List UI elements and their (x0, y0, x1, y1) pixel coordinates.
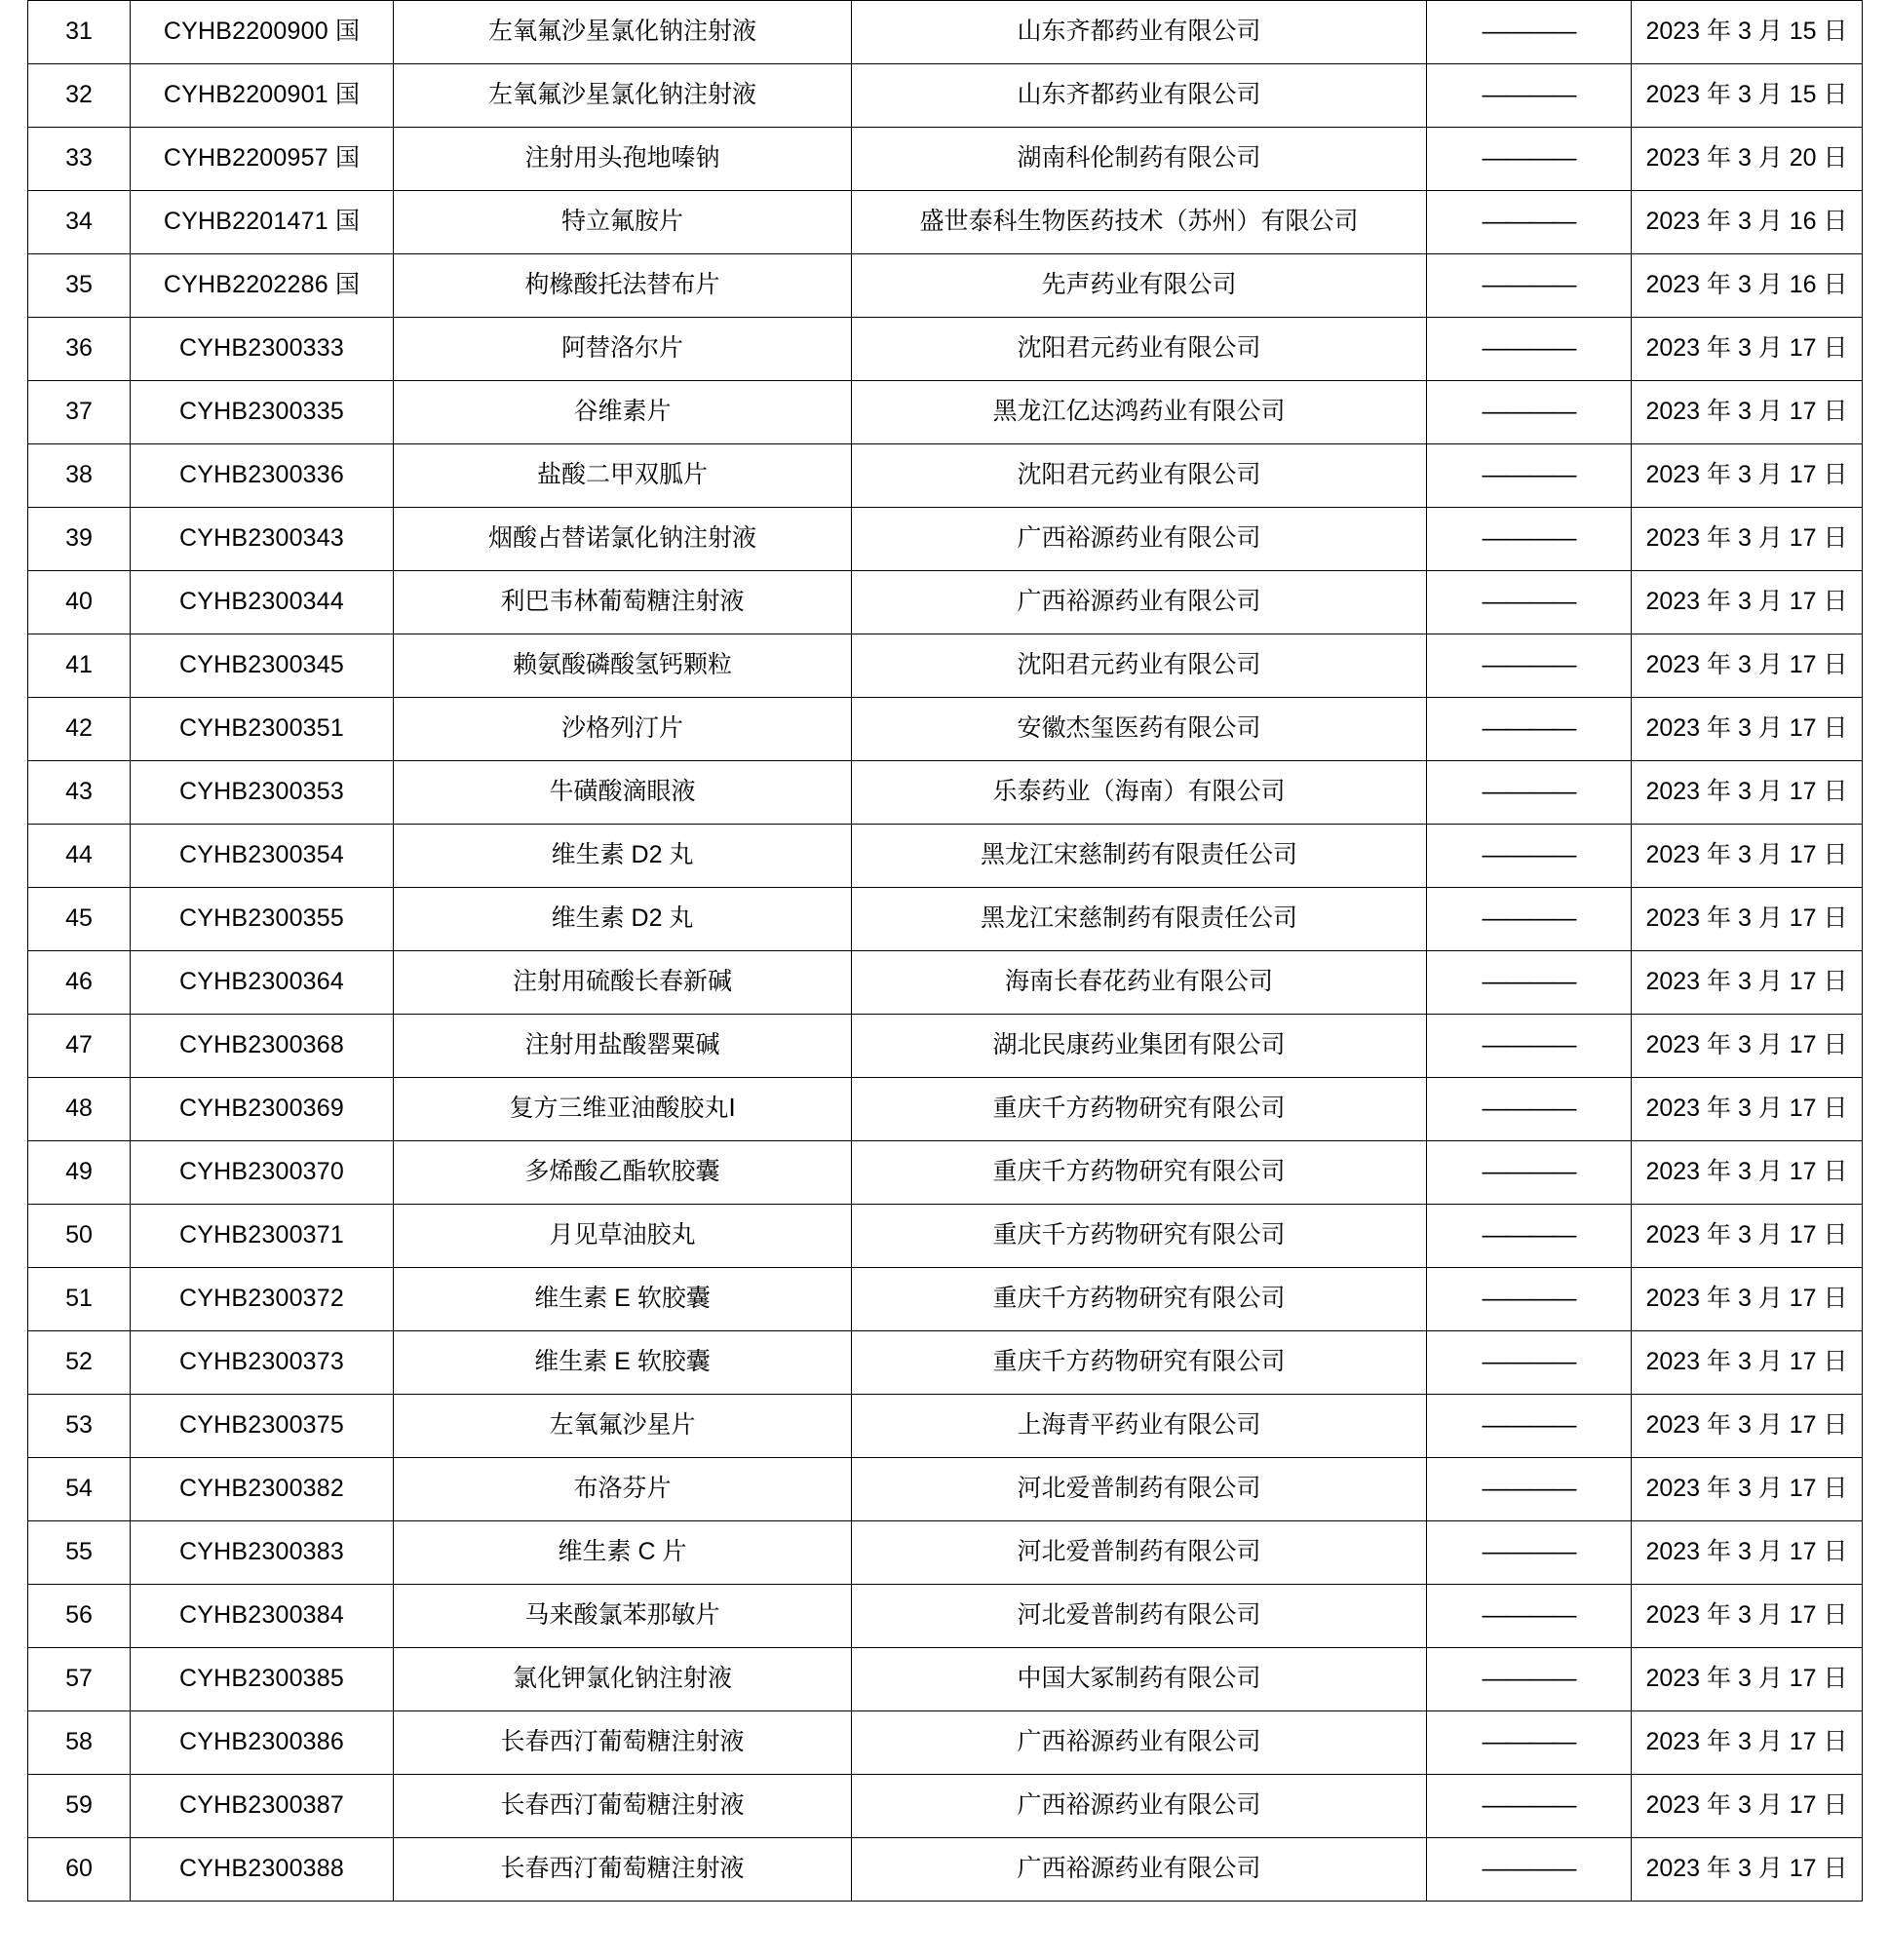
cell-company: 广西裕源药业有限公司 (852, 571, 1427, 634)
table-row (28, 128, 1863, 191)
cell-code: CYHB2300382 (131, 1458, 394, 1521)
cell-index: 41 (28, 634, 131, 698)
cell-drug: 多烯酸乙酯软胶囊 (394, 1141, 852, 1205)
cell-drug: 赖氨酸磷酸氢钙颗粒 (394, 634, 852, 698)
cell-code: CYHB2300386 (131, 1711, 394, 1775)
table-row (28, 191, 1863, 254)
cell-date: 2023 年 3 月 20 日 (1632, 128, 1863, 191)
cell-date: 2023 年 3 月 17 日 (1632, 1015, 1863, 1078)
cell-company: 黑龙江宋慈制药有限责任公司 (852, 888, 1427, 951)
cell-drug: 月见草油胶丸 (394, 1205, 852, 1268)
cell-drug: 马来酸氯苯那敏片 (394, 1585, 852, 1648)
cell-code: CYHB2300371 (131, 1205, 394, 1268)
cell-company: 重庆千方药物研究有限公司 (852, 1205, 1427, 1268)
cell-company: 广西裕源药业有限公司 (852, 508, 1427, 571)
cell-note: ———— (1427, 1775, 1632, 1838)
cell-drug: 氯化钾氯化钠注射液 (394, 1648, 852, 1711)
cell-drug: 左氧氟沙星片 (394, 1395, 852, 1458)
cell-index: 58 (28, 1711, 131, 1775)
cell-index: 38 (28, 444, 131, 508)
cell-date: 2023 年 3 月 16 日 (1632, 254, 1863, 318)
cell-note: ———— (1427, 1395, 1632, 1458)
table-row (28, 825, 1863, 888)
cell-code: CYHB2201471 国 (131, 191, 394, 254)
cell-note: ———— (1427, 444, 1632, 508)
cell-note: ———— (1427, 1141, 1632, 1205)
cell-date: 2023 年 3 月 17 日 (1632, 444, 1863, 508)
cell-company: 沈阳君元药业有限公司 (852, 634, 1427, 698)
cell-company: 中国大冢制药有限公司 (852, 1648, 1427, 1711)
table-row (28, 254, 1863, 318)
cell-code: CYHB2300387 (131, 1775, 394, 1838)
cell-index: 52 (28, 1331, 131, 1395)
cell-company: 安徽杰玺医药有限公司 (852, 698, 1427, 761)
cell-drug: 盐酸二甲双胍片 (394, 444, 852, 508)
cell-code: CYHB2200901 国 (131, 64, 394, 128)
cell-index: 49 (28, 1141, 131, 1205)
cell-date: 2023 年 3 月 17 日 (1632, 1205, 1863, 1268)
cell-drug: 长春西汀葡萄糖注射液 (394, 1711, 852, 1775)
cell-code: CYHB2300385 (131, 1648, 394, 1711)
table-row (28, 444, 1863, 508)
cell-company: 黑龙江宋慈制药有限责任公司 (852, 825, 1427, 888)
cell-drug: 维生素 E 软胶囊 (394, 1331, 852, 1395)
cell-index: 39 (28, 508, 131, 571)
cell-date: 2023 年 3 月 17 日 (1632, 1711, 1863, 1775)
cell-drug: 注射用盐酸罂粟碱 (394, 1015, 852, 1078)
cell-drug: 维生素 D2 丸 (394, 825, 852, 888)
table-row (28, 571, 1863, 634)
cell-drug: 注射用硫酸长春新碱 (394, 951, 852, 1015)
cell-date: 2023 年 3 月 15 日 (1632, 1, 1863, 64)
cell-code: CYHB2300333 (131, 318, 394, 381)
cell-company: 重庆千方药物研究有限公司 (852, 1331, 1427, 1395)
cell-date: 2023 年 3 月 17 日 (1632, 761, 1863, 825)
table-row (28, 1521, 1863, 1585)
cell-index: 35 (28, 254, 131, 318)
cell-date: 2023 年 3 月 17 日 (1632, 1838, 1863, 1902)
cell-company: 乐泰药业（海南）有限公司 (852, 761, 1427, 825)
cell-company: 广西裕源药业有限公司 (852, 1711, 1427, 1775)
cell-note: ———— (1427, 1015, 1632, 1078)
cell-drug: 左氧氟沙星氯化钠注射液 (394, 1, 852, 64)
table-row (28, 1838, 1863, 1902)
table-row (28, 1, 1863, 64)
cell-note: ———— (1427, 1711, 1632, 1775)
cell-code: CYHB2300345 (131, 634, 394, 698)
cell-code: CYHB2300353 (131, 761, 394, 825)
table-row (28, 634, 1863, 698)
cell-index: 32 (28, 64, 131, 128)
cell-drug: 复方三维亚油酸胶丸Ⅰ (394, 1078, 852, 1141)
cell-note: ———— (1427, 1458, 1632, 1521)
cell-drug: 谷维素片 (394, 381, 852, 444)
cell-note: ———— (1427, 1331, 1632, 1395)
cell-company: 广西裕源药业有限公司 (852, 1838, 1427, 1902)
cell-date: 2023 年 3 月 17 日 (1632, 1078, 1863, 1141)
cell-code: CYHB2200957 国 (131, 128, 394, 191)
cell-date: 2023 年 3 月 17 日 (1632, 951, 1863, 1015)
cell-company: 海南长春花药业有限公司 (852, 951, 1427, 1015)
cell-date: 2023 年 3 月 17 日 (1632, 508, 1863, 571)
cell-index: 47 (28, 1015, 131, 1078)
cell-date: 2023 年 3 月 17 日 (1632, 888, 1863, 951)
cell-code: CYHB2300335 (131, 381, 394, 444)
cell-note: ———— (1427, 191, 1632, 254)
cell-index: 54 (28, 1458, 131, 1521)
cell-note: ———— (1427, 1838, 1632, 1902)
cell-note: ———— (1427, 825, 1632, 888)
cell-note: ———— (1427, 1078, 1632, 1141)
cell-index: 48 (28, 1078, 131, 1141)
cell-code: CYHB2200900 国 (131, 1, 394, 64)
cell-company: 山东齐都药业有限公司 (852, 1, 1427, 64)
cell-company: 湖北民康药业集团有限公司 (852, 1015, 1427, 1078)
cell-index: 45 (28, 888, 131, 951)
cell-note: ———— (1427, 1205, 1632, 1268)
table-row (28, 761, 1863, 825)
table-row (28, 1648, 1863, 1711)
cell-code: CYHB2300373 (131, 1331, 394, 1395)
table-row (28, 1395, 1863, 1458)
drug-registration-table (27, 0, 1863, 1902)
cell-index: 36 (28, 318, 131, 381)
cell-note: ———— (1427, 888, 1632, 951)
cell-note: ———— (1427, 1648, 1632, 1711)
cell-drug: 长春西汀葡萄糖注射液 (394, 1775, 852, 1838)
cell-code: CYHB2300375 (131, 1395, 394, 1458)
cell-code: CYHB2300368 (131, 1015, 394, 1078)
cell-code: CYHB2300388 (131, 1838, 394, 1902)
table-row (28, 318, 1863, 381)
cell-note: ———— (1427, 254, 1632, 318)
cell-note: ———— (1427, 1585, 1632, 1648)
cell-company: 上海青平药业有限公司 (852, 1395, 1427, 1458)
cell-note: ———— (1427, 128, 1632, 191)
cell-index: 34 (28, 191, 131, 254)
cell-code: CYHB2300370 (131, 1141, 394, 1205)
table-row (28, 1585, 1863, 1648)
cell-note: ———— (1427, 64, 1632, 128)
cell-company: 山东齐都药业有限公司 (852, 64, 1427, 128)
cell-index: 42 (28, 698, 131, 761)
cell-date: 2023 年 3 月 17 日 (1632, 1458, 1863, 1521)
table-row (28, 1015, 1863, 1078)
cell-company: 河北爱普制药有限公司 (852, 1521, 1427, 1585)
cell-code: CYHB2300344 (131, 571, 394, 634)
cell-date: 2023 年 3 月 17 日 (1632, 1331, 1863, 1395)
cell-index: 31 (28, 1, 131, 64)
cell-index: 46 (28, 951, 131, 1015)
table-row (28, 1268, 1863, 1331)
cell-company: 重庆千方药物研究有限公司 (852, 1078, 1427, 1141)
cell-index: 43 (28, 761, 131, 825)
cell-date: 2023 年 3 月 17 日 (1632, 318, 1863, 381)
cell-date: 2023 年 3 月 17 日 (1632, 381, 1863, 444)
cell-note: ———— (1427, 1, 1632, 64)
cell-date: 2023 年 3 月 17 日 (1632, 1585, 1863, 1648)
cell-date: 2023 年 3 月 17 日 (1632, 571, 1863, 634)
cell-note: ———— (1427, 1521, 1632, 1585)
cell-company: 沈阳君元药业有限公司 (852, 444, 1427, 508)
table-row (28, 1078, 1863, 1141)
cell-code: CYHB2300372 (131, 1268, 394, 1331)
cell-drug: 长春西汀葡萄糖注射液 (394, 1838, 852, 1902)
table-row (28, 1141, 1863, 1205)
cell-date: 2023 年 3 月 17 日 (1632, 698, 1863, 761)
cell-drug: 枸橼酸托法替布片 (394, 254, 852, 318)
cell-date: 2023 年 3 月 17 日 (1632, 1521, 1863, 1585)
table-row (28, 1775, 1863, 1838)
cell-code: CYHB2300354 (131, 825, 394, 888)
cell-index: 53 (28, 1395, 131, 1458)
cell-note: ———— (1427, 381, 1632, 444)
cell-index: 40 (28, 571, 131, 634)
table-row (28, 508, 1863, 571)
cell-date: 2023 年 3 月 16 日 (1632, 191, 1863, 254)
cell-company: 河北爱普制药有限公司 (852, 1585, 1427, 1648)
cell-drug: 沙格列汀片 (394, 698, 852, 761)
cell-company: 河北爱普制药有限公司 (852, 1458, 1427, 1521)
cell-drug: 布洛芬片 (394, 1458, 852, 1521)
table-row (28, 698, 1863, 761)
cell-note: ———— (1427, 634, 1632, 698)
cell-company: 黑龙江亿达鸿药业有限公司 (852, 381, 1427, 444)
cell-index: 60 (28, 1838, 131, 1902)
cell-drug: 烟酸占替诺氯化钠注射液 (394, 508, 852, 571)
table-body (28, 1, 1863, 1902)
cell-date: 2023 年 3 月 17 日 (1632, 1775, 1863, 1838)
table-row (28, 1205, 1863, 1268)
cell-note: ———— (1427, 951, 1632, 1015)
cell-index: 44 (28, 825, 131, 888)
cell-drug: 注射用头孢地嗪钠 (394, 128, 852, 191)
cell-drug: 利巴韦林葡萄糖注射液 (394, 571, 852, 634)
table-row (28, 1331, 1863, 1395)
cell-company: 先声药业有限公司 (852, 254, 1427, 318)
cell-code: CYHB2202286 国 (131, 254, 394, 318)
cell-note: ———— (1427, 318, 1632, 381)
cell-drug: 阿替洛尔片 (394, 318, 852, 381)
cell-date: 2023 年 3 月 15 日 (1632, 64, 1863, 128)
cell-drug: 牛磺酸滴眼液 (394, 761, 852, 825)
cell-index: 51 (28, 1268, 131, 1331)
cell-date: 2023 年 3 月 17 日 (1632, 825, 1863, 888)
cell-company: 湖南科伦制药有限公司 (852, 128, 1427, 191)
cell-company: 重庆千方药物研究有限公司 (852, 1268, 1427, 1331)
table-row (28, 951, 1863, 1015)
cell-drug: 特立氟胺片 (394, 191, 852, 254)
cell-index: 57 (28, 1648, 131, 1711)
cell-code: CYHB2300351 (131, 698, 394, 761)
cell-company: 广西裕源药业有限公司 (852, 1775, 1427, 1838)
cell-code: CYHB2300384 (131, 1585, 394, 1648)
cell-company: 沈阳君元药业有限公司 (852, 318, 1427, 381)
cell-note: ———— (1427, 698, 1632, 761)
cell-index: 56 (28, 1585, 131, 1648)
cell-date: 2023 年 3 月 17 日 (1632, 1648, 1863, 1711)
cell-index: 50 (28, 1205, 131, 1268)
cell-drug: 维生素 E 软胶囊 (394, 1268, 852, 1331)
table-row (28, 888, 1863, 951)
cell-date: 2023 年 3 月 17 日 (1632, 1395, 1863, 1458)
cell-note: ———— (1427, 1268, 1632, 1331)
table-row (28, 64, 1863, 128)
cell-code: CYHB2300336 (131, 444, 394, 508)
cell-index: 55 (28, 1521, 131, 1585)
cell-date: 2023 年 3 月 17 日 (1632, 1268, 1863, 1331)
cell-code: CYHB2300355 (131, 888, 394, 951)
cell-code: CYHB2300364 (131, 951, 394, 1015)
cell-company: 盛世泰科生物医药技术（苏州）有限公司 (852, 191, 1427, 254)
cell-drug: 左氧氟沙星氯化钠注射液 (394, 64, 852, 128)
cell-note: ———— (1427, 508, 1632, 571)
cell-date: 2023 年 3 月 17 日 (1632, 634, 1863, 698)
table-row (28, 1711, 1863, 1775)
cell-code: CYHB2300383 (131, 1521, 394, 1585)
cell-drug: 维生素 D2 丸 (394, 888, 852, 951)
cell-code: CYHB2300343 (131, 508, 394, 571)
table-row (28, 1458, 1863, 1521)
cell-index: 37 (28, 381, 131, 444)
table-row (28, 381, 1863, 444)
cell-note: ———— (1427, 571, 1632, 634)
cell-index: 59 (28, 1775, 131, 1838)
cell-code: CYHB2300369 (131, 1078, 394, 1141)
cell-drug: 维生素 C 片 (394, 1521, 852, 1585)
cell-index: 33 (28, 128, 131, 191)
cell-note: ———— (1427, 761, 1632, 825)
cell-company: 重庆千方药物研究有限公司 (852, 1141, 1427, 1205)
cell-date: 2023 年 3 月 17 日 (1632, 1141, 1863, 1205)
